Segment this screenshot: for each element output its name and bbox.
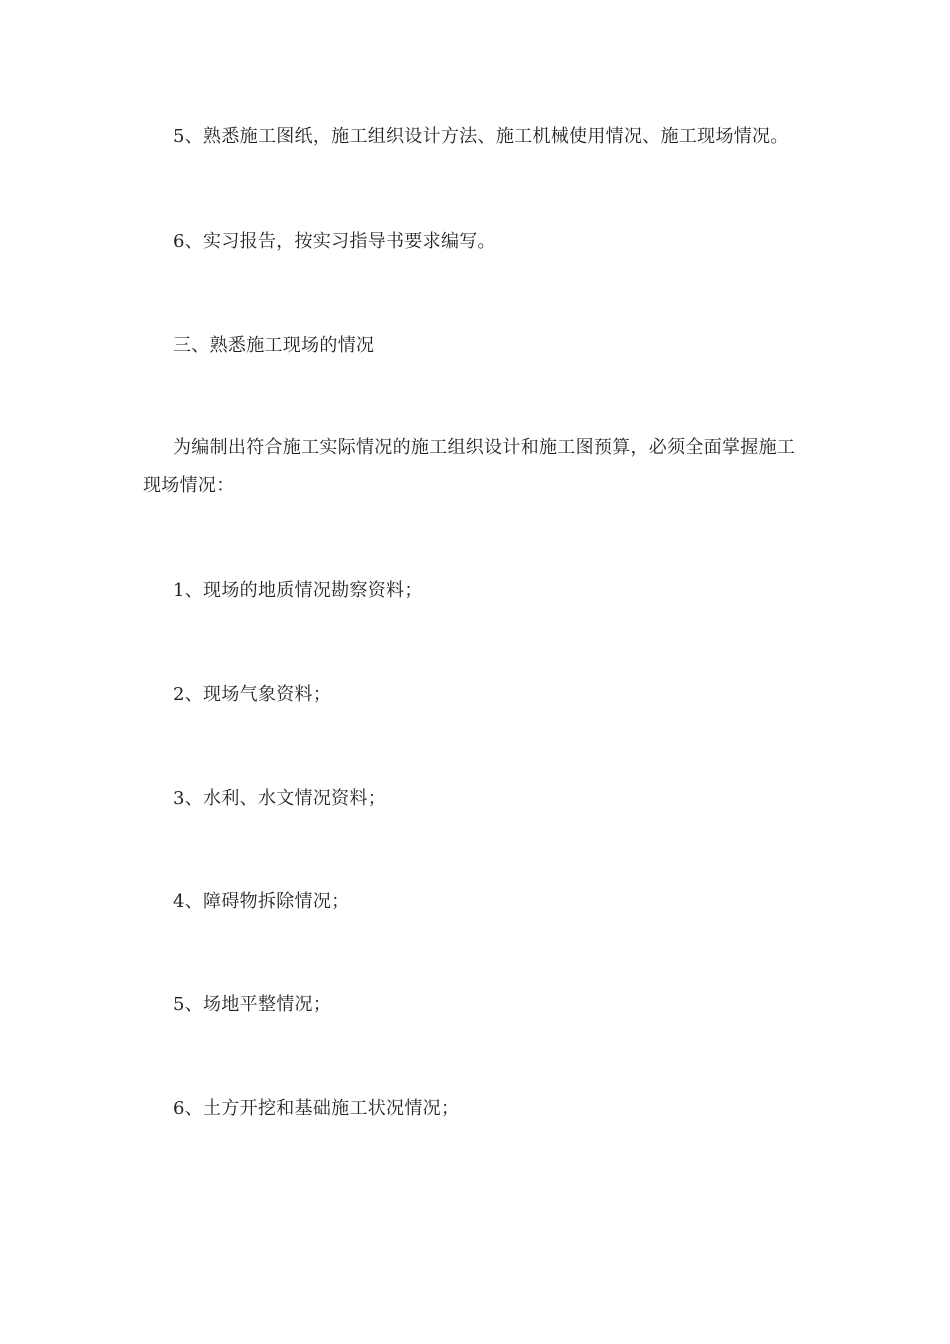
- list-item-hydrology: 3、水利、水文情况资料；: [173, 788, 387, 809]
- section-heading-site-situation: 三、熟悉施工现场的情况: [173, 335, 375, 356]
- list-item-geology: 1、现场的地质情况勘察资料；: [173, 580, 423, 601]
- list-item-site-leveling: 5、场地平整情况；: [173, 994, 332, 1015]
- list-item-weather: 2、现场气象资料；: [173, 684, 332, 705]
- list-item-obstacle-removal: 4、障碍物拆除情况；: [173, 891, 350, 912]
- list-item-earthwork-foundation: 6、土方开挖和基础施工状况情况；: [173, 1098, 460, 1119]
- paragraph-item-6-report: 6、实习报告，按实习指导书要求编写。: [173, 231, 496, 252]
- paragraph-intro: 为编制出符合施工实际情况的施工组织设计和施工图预算，必须全面掌握施工现场情况：: [143, 437, 796, 496]
- paragraph-item-5-drawings: 5、熟悉施工图纸，施工组织设计方法、施工机械使用情况、施工现场情况。: [173, 126, 789, 147]
